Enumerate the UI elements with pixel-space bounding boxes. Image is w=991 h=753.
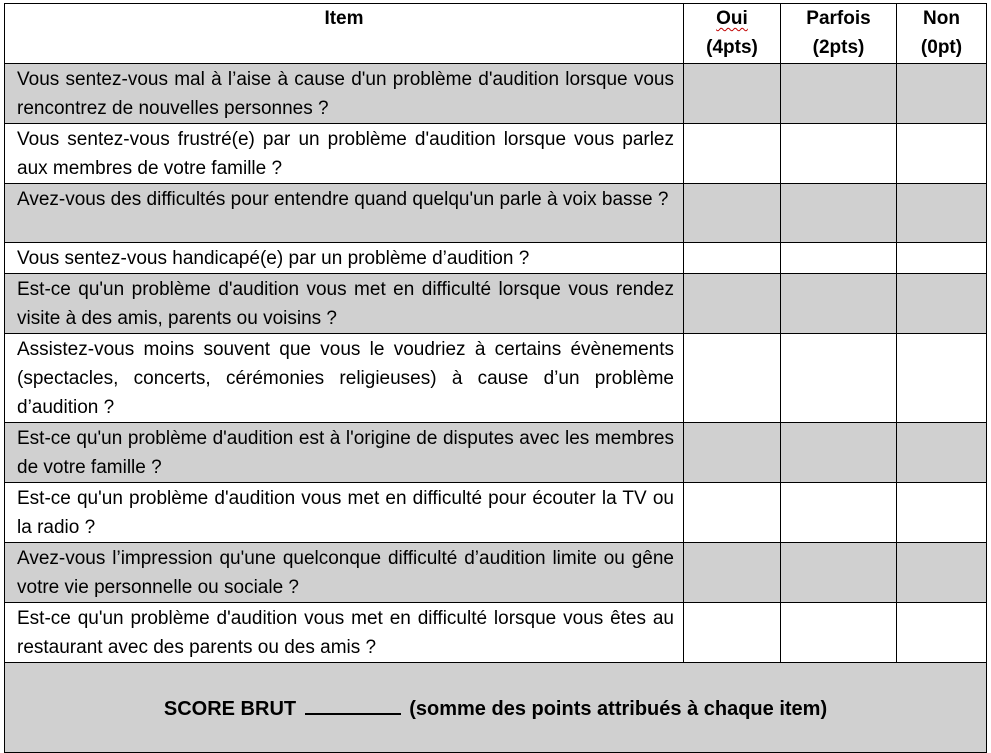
header-parfois-label: Parfois bbox=[806, 8, 871, 29]
answer-parfois-cell[interactable] bbox=[781, 334, 897, 423]
answer-oui-cell[interactable] bbox=[684, 184, 781, 243]
question-text: Vous sentez-vous handicapé(e) par un problème d’audition ? bbox=[5, 243, 684, 274]
answer-non-cell[interactable] bbox=[897, 124, 987, 184]
answer-oui-cell[interactable] bbox=[684, 543, 781, 603]
question-row bbox=[5, 184, 987, 243]
header-oui-points: (4pts) bbox=[706, 37, 758, 58]
header-non-label: Non bbox=[923, 8, 960, 29]
score-label: SCORE BRUT bbox=[163, 697, 297, 720]
answer-parfois-cell[interactable] bbox=[781, 423, 897, 483]
question-text: Est-ce qu'un problème d'audition vous met en difficulté pour écouter la TV ou la radio ? bbox=[5, 483, 684, 543]
question-text: Est-ce qu'un problème d'audition vous met en difficulté lorsque vous êtes au restaurant avec des parents ou des amis ? bbox=[5, 603, 684, 663]
question-text: Assistez-vous moins souvent que vous le voudriez à certains évènements (spectacles, concerts, cérémonies religieuses) à cause d’un problème d’audition ? bbox=[5, 334, 684, 423]
answer-parfois-cell[interactable] bbox=[781, 543, 897, 603]
question-text: Est-ce qu'un problème d'audition vous met en difficulté lorsque vous rendez visite à des amis, parents ou voisins ? bbox=[5, 274, 684, 334]
answer-non-cell[interactable] bbox=[897, 603, 987, 663]
answer-non-cell[interactable] bbox=[897, 423, 987, 483]
header-item: Item bbox=[5, 4, 684, 64]
question-text: Vous sentez-vous mal à l’aise à cause d'un problème d'audition lorsque vous rencontrez de nouvelles personnes ? bbox=[5, 64, 684, 124]
answer-non-cell[interactable] bbox=[897, 334, 987, 423]
header-row bbox=[5, 4, 987, 64]
question-row bbox=[5, 334, 987, 423]
header-parfois bbox=[781, 4, 897, 64]
answer-parfois-cell[interactable] bbox=[781, 243, 897, 274]
header-oui bbox=[684, 4, 781, 64]
question-row bbox=[5, 243, 987, 274]
answer-parfois-cell[interactable] bbox=[781, 274, 897, 334]
question-row bbox=[5, 124, 987, 184]
score-note: (somme des points attribués à chaque item) bbox=[409, 697, 828, 720]
answer-oui-cell[interactable] bbox=[684, 64, 781, 124]
question-row bbox=[5, 423, 987, 483]
question-row bbox=[5, 274, 987, 334]
answer-parfois-cell[interactable] bbox=[781, 124, 897, 184]
answer-parfois-cell[interactable] bbox=[781, 603, 897, 663]
question-row bbox=[5, 543, 987, 603]
answer-non-cell[interactable] bbox=[897, 483, 987, 543]
header-parfois-points: (2pts) bbox=[812, 37, 865, 58]
answer-non-cell[interactable] bbox=[897, 274, 987, 334]
answer-oui-cell[interactable] bbox=[684, 423, 781, 483]
header-oui-label: Oui bbox=[716, 8, 748, 29]
hearing-questionnaire-table bbox=[4, 3, 987, 753]
answer-parfois-cell[interactable] bbox=[781, 184, 897, 243]
score-cell bbox=[5, 663, 987, 753]
question-text: Est-ce qu'un problème d'audition est à l'origine de disputes avec les membres de votre famille ? bbox=[5, 423, 684, 483]
answer-parfois-cell[interactable] bbox=[781, 483, 897, 543]
answer-oui-cell[interactable] bbox=[684, 603, 781, 663]
question-text: Avez-vous des difficultés pour entendre quand quelqu'un parle à voix basse ? bbox=[5, 184, 684, 243]
answer-non-cell[interactable] bbox=[897, 543, 987, 603]
answer-parfois-cell[interactable] bbox=[781, 64, 897, 124]
question-row bbox=[5, 483, 987, 543]
answer-oui-cell[interactable] bbox=[684, 274, 781, 334]
score-blank-field[interactable] bbox=[305, 695, 401, 715]
question-text: Avez-vous l’impression qu'une quelconque difficulté d’audition limite ou gêne votre vie personnelle ou sociale ? bbox=[5, 543, 684, 603]
answer-oui-cell[interactable] bbox=[684, 243, 781, 274]
header-non-points: (0pt) bbox=[920, 37, 963, 58]
answer-non-cell[interactable] bbox=[897, 243, 987, 274]
answer-oui-cell[interactable] bbox=[684, 124, 781, 184]
score-row bbox=[5, 663, 987, 753]
answer-oui-cell[interactable] bbox=[684, 334, 781, 423]
question-row bbox=[5, 64, 987, 124]
answer-non-cell[interactable] bbox=[897, 64, 987, 124]
header-non bbox=[897, 4, 987, 64]
answer-non-cell[interactable] bbox=[897, 184, 987, 243]
answer-oui-cell[interactable] bbox=[684, 483, 781, 543]
question-text: Vous sentez-vous frustré(e) par un problème d'audition lorsque vous parlez aux membres de votre famille ? bbox=[5, 124, 684, 184]
question-row bbox=[5, 603, 987, 663]
